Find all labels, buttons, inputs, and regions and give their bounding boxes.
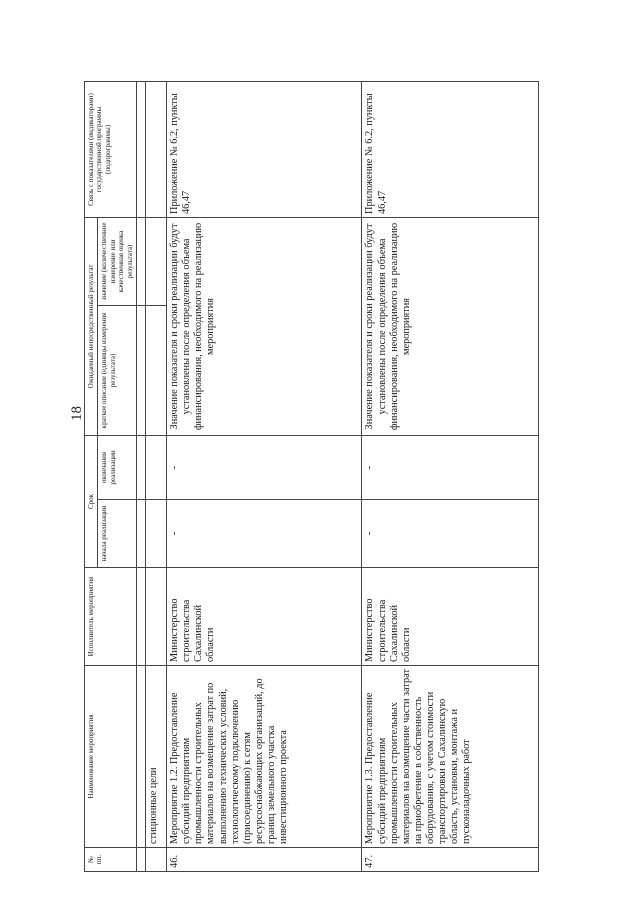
measure-executor: Министерство строительства Сахалинской области <box>362 568 539 666</box>
header-executor: Исполнитель мероприятия <box>85 568 137 666</box>
header-term-end: окончания реализации <box>98 435 137 499</box>
term-end: - <box>362 435 539 499</box>
page-number: 18 <box>69 406 85 421</box>
measure-name: Мероприятие 1.2. Предоставление субсидий предприятиям промышленности строительных материалов на возмещение затрат по выполнению технических условий, технологическому подключению (присоединению) к сетям ресурсоснабжающих организаций, до границ земельного участка инвестиционного проекта <box>166 666 361 848</box>
term-start: - <box>166 500 361 568</box>
header-result-value: значение (количественное измерение или качественная оценка результата) <box>98 217 137 305</box>
indicator-link: Приложение № 6.2, пункты 46,47 <box>166 81 361 217</box>
expected-result: Значение показателя и сроки реализации будут установлены после определения объема финансирования, необходимого на реализацию мероприятия <box>166 217 361 435</box>
continuation-text: стиционные цели <box>145 666 166 848</box>
table-row <box>166 81 361 871</box>
term-end: - <box>166 435 361 499</box>
indicator-link: Приложение № 6.2, пункты 46,47 <box>362 81 539 217</box>
header-term-start: начала реализации <box>98 500 137 568</box>
rotated-page <box>84 82 539 872</box>
measures-table <box>84 81 539 872</box>
header-name: Наименование мероприятия <box>85 666 137 848</box>
header-result: Ожидаемый непосредственный результат <box>85 217 98 435</box>
header-result-desc: краткое описание (единицы измерения результата) <box>98 305 137 435</box>
table-row <box>362 81 539 871</box>
continuation-row <box>145 81 166 871</box>
measure-name: Мероприятие 1.3. Предоставление субсидий предприятиям промышленности строительных материалов на возмещение части затрат на приобретение в собственность оборудования, с учетом стоимости транспортировки в Сахалинскую область, установки, монтажа и пусконаладочных работ <box>362 666 539 848</box>
header-row-1 <box>85 81 98 871</box>
measure-executor: Министерство строительства Сахалинской области <box>166 568 361 666</box>
header-term: Срок <box>85 435 98 567</box>
term-start: - <box>362 500 539 568</box>
row-number: 47. <box>362 848 539 872</box>
row-number: 46. <box>166 848 361 872</box>
header-spacer-row <box>136 81 145 871</box>
header-link: Связь с показателями (индикаторами) государственной программы (подпрограммы) <box>85 81 137 217</box>
expected-result: Значение показателя и сроки реализации будут установлены после определения объема финансирования, необходимого на реализацию мероприятия <box>362 217 539 435</box>
header-num: № пп. <box>85 848 137 872</box>
